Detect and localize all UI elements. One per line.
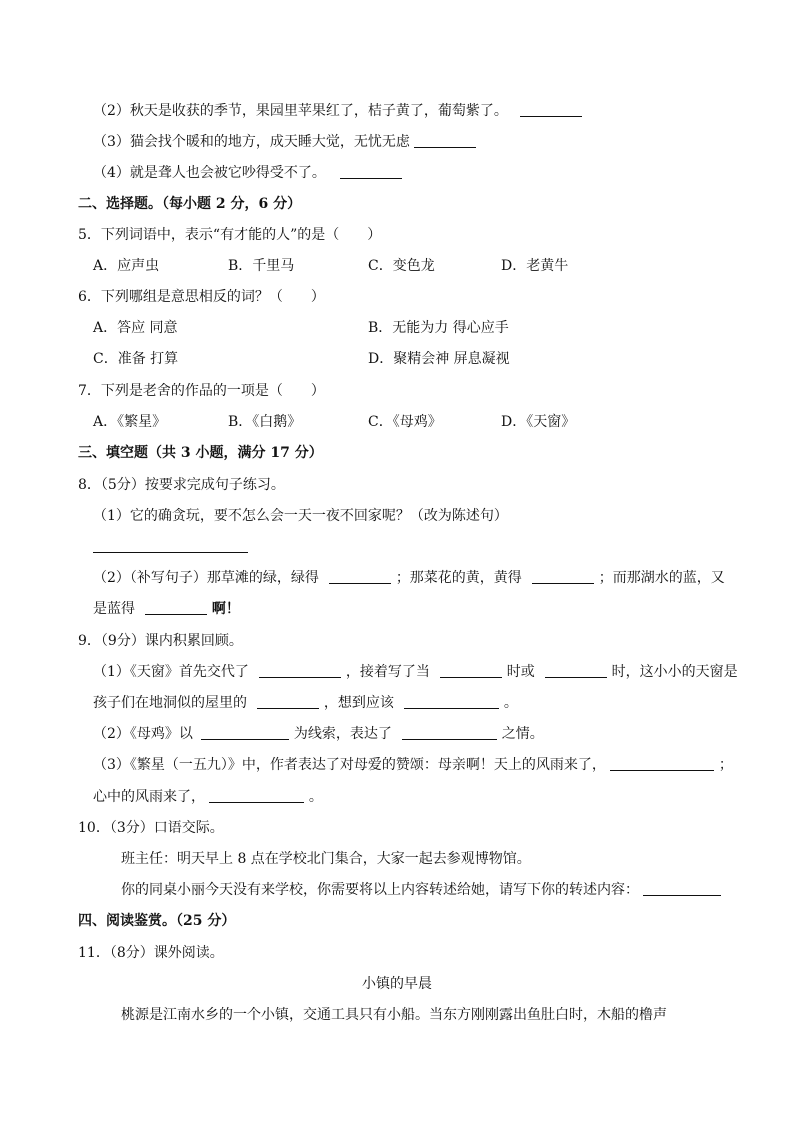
answer-blank[interactable]	[329, 569, 391, 584]
answer-blank[interactable]	[201, 725, 289, 740]
q6-option-b[interactable]: B．无能为力 得心应手	[368, 320, 509, 336]
q9-text: （1）《天窗》首先交代了	[93, 664, 249, 680]
answer-blank[interactable]	[209, 788, 304, 803]
item-3-text: （3）猫会找个暖和的地方，成天睡大觉，无忧无虑	[93, 134, 410, 150]
q9-text: 。	[503, 695, 518, 711]
answer-blank[interactable]	[643, 881, 721, 896]
q9-sub1	[93, 663, 738, 681]
answer-blank[interactable]	[532, 569, 594, 584]
section-heading: 二、选择题。（每小题 2 分，6 分）	[78, 196, 302, 212]
answer-blank[interactable]	[440, 663, 502, 678]
q5-option-b[interactable]: B．千里马	[228, 258, 295, 274]
q6-option-a[interactable]: A．答应 同意	[93, 320, 178, 336]
q9-sub3-cont	[93, 788, 323, 806]
q9-sub3	[93, 756, 733, 774]
item-3	[93, 133, 476, 151]
question-7-stem: 7．下列是老舍的作品的一项是（ ）	[78, 383, 325, 399]
q6-option-d[interactable]: D．聚精会神 屏息凝视	[368, 351, 510, 367]
answer-blank[interactable]	[414, 133, 476, 148]
item-2-text: （2）秋天是收获的季节，果园里苹果红了，桔子黄了，葡萄紫了。	[93, 103, 508, 119]
q9-text: 之情。	[501, 726, 544, 742]
q8-sub1-answer	[93, 538, 248, 556]
passage-paragraph: 桃源是江南水乡的一个小镇，交通工具只有小船。当东方刚刚露出鱼肚白时，木船的橹声	[121, 1007, 667, 1023]
q6-option-c[interactable]: C．准备 打算	[93, 351, 179, 367]
question-11-stem: 11．（8分）课外阅读。	[78, 945, 224, 961]
question-10-stem: 10．（3分）口语交际。	[78, 820, 224, 836]
q5-option-c[interactable]: C．变色龙	[368, 258, 435, 274]
q9-text: ，想到应该	[323, 695, 394, 711]
q8-sub2-text: 啊！	[211, 601, 240, 617]
passage-title: 小镇的早晨	[362, 976, 432, 992]
q10-line2	[121, 881, 721, 899]
answer-blank[interactable]	[545, 663, 607, 678]
q9-text: （2）《母鸡》以	[93, 726, 193, 742]
section-heading: 四、阅读鉴赏。（25 分）	[78, 913, 236, 929]
q8-sub2-text: 是蓝得	[93, 601, 135, 617]
q9-sub1-cont	[93, 694, 518, 712]
q9-text: 孩子们在地洞似的屋里的	[93, 695, 247, 711]
q7-option-b[interactable]: B．《白鹅》	[228, 414, 302, 430]
q9-text: （3）《繁星（一五九）》中，作者表达了对母爱的赞颂：母亲啊！天上的风雨来了，	[93, 757, 606, 773]
q7-option-a[interactable]: A．《繁星》	[93, 414, 167, 430]
q7-option-c[interactable]: C．《母鸡》	[368, 414, 442, 430]
q9-sub2	[93, 725, 544, 743]
q9-text: ，接着写了当	[345, 664, 430, 680]
answer-blank[interactable]	[93, 538, 248, 553]
section-heading: 三、填空题（共 3 小题，满分 17 分）	[78, 445, 323, 461]
q10-line1: 班主任：明天早上 8 点在学校北门集合，大家一起去参观博物馆。	[121, 851, 531, 867]
question-5-stem: 5．下列词语中，表示“有才能的人”的是（ ）	[78, 227, 382, 243]
answer-blank[interactable]	[520, 102, 582, 117]
answer-blank[interactable]	[259, 663, 341, 678]
q8-sub2-cont	[93, 600, 240, 618]
q9-text: 。	[308, 789, 323, 805]
q10-text: 你的同桌小丽今天没有来学校，你需要将以上内容转述给她，请写下你的转述内容：	[121, 882, 639, 898]
answer-blank[interactable]	[610, 756, 714, 771]
question-8-stem: 8．（5分）按要求完成句子练习。	[78, 477, 285, 493]
item-4	[93, 164, 402, 182]
q8-sub2-text: ；而那湖水的蓝，又	[598, 570, 725, 586]
q8-sub2-text: ；那菜花的黄，黄得	[395, 570, 522, 586]
q9-text: 时或	[506, 664, 535, 680]
q9-text: 心中的风雨来了，	[93, 789, 205, 805]
q5-option-d[interactable]: D．老黄牛	[501, 258, 569, 274]
answer-blank[interactable]	[257, 694, 319, 709]
answer-blank[interactable]	[404, 694, 499, 709]
answer-blank[interactable]	[145, 600, 207, 615]
question-9-stem: 9．（9分）课内积累回顾。	[78, 633, 243, 649]
q8-sub2	[93, 569, 725, 587]
item-2	[93, 102, 582, 120]
q5-option-a[interactable]: A．应声虫	[93, 258, 160, 274]
q9-text: 为线索，表达了	[293, 726, 392, 742]
answer-blank[interactable]	[340, 164, 402, 179]
answer-blank[interactable]	[402, 725, 497, 740]
item-4-text: （4）就是聋人也会被它吵得受不了。	[93, 165, 326, 181]
q7-option-d[interactable]: D．《天窗》	[501, 414, 576, 430]
q9-text: ；	[718, 757, 733, 773]
q8-sub2-text: （2）（补写句子）那草滩的绿，绿得	[93, 570, 319, 586]
q9-text: 时，这小小的天窗是	[611, 664, 738, 680]
question-6-stem: 6．下列哪组是意思相反的词？（ ）	[78, 289, 325, 305]
q8-sub1: （1）它的确贪玩，要不怎么会一天一夜不回家呢？（改为陈述句）	[93, 508, 508, 524]
